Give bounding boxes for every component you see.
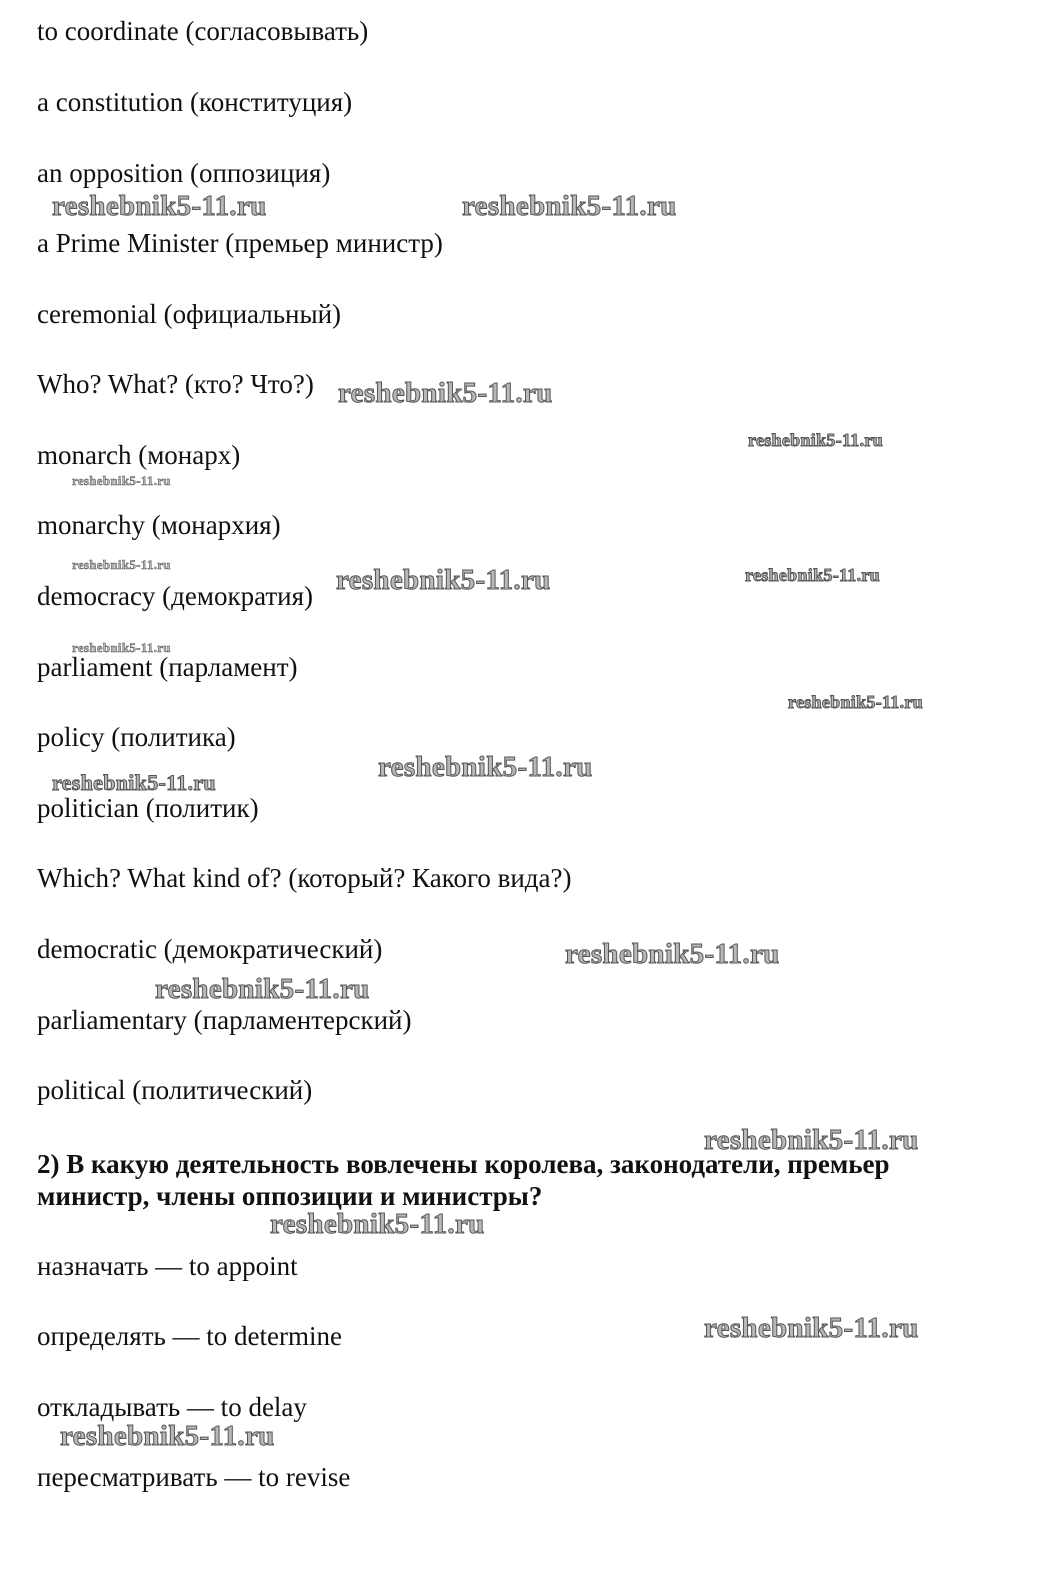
watermark: reshebnik5-11.ru — [378, 751, 593, 783]
vocab-line: democracy (демократия) — [37, 581, 314, 611]
vocab-line: monarchy (монархия) — [37, 510, 281, 540]
watermark: reshebnik5-11.ru — [72, 473, 171, 488]
vocab-line: politician (политик) — [37, 793, 259, 823]
watermark: reshebnik5-11.ru — [748, 430, 883, 450]
section-heading: 2) В какую деятельность вовлечены королева, законодатели, премьер министр, члены оппозиции и министры? — [37, 1149, 890, 1211]
watermark: reshebnik5-11.ru — [338, 377, 553, 409]
vocab-line: a constitution (конституция) — [37, 87, 353, 117]
translation-line: определять — to determine — [37, 1321, 343, 1351]
vocab-line: democratic (демократический) — [37, 934, 383, 964]
watermark: reshebnik5-11.ru — [270, 1208, 485, 1240]
vocab-line: Which? What kind of? (который? Какого вида?) — [37, 863, 572, 893]
vocab-line: parliamentary (парламентерский) — [37, 1005, 412, 1035]
watermark: reshebnik5-11.ru — [52, 770, 216, 795]
vocab-line: parliament (парламент) — [37, 652, 298, 682]
vocab-line: monarch (монарх) — [37, 440, 241, 470]
watermark: reshebnik5-11.ru — [788, 692, 923, 712]
watermark: reshebnik5-11.ru — [745, 565, 880, 585]
vocab-line: a Prime Minister (премьер министр) — [37, 228, 443, 258]
vocab-line: policy (политика) — [37, 722, 236, 752]
translation-line: откладывать — to delay — [37, 1392, 307, 1422]
watermark: reshebnik5-11.ru — [155, 973, 370, 1005]
vocab-line: to coordinate (согласовывать) — [37, 16, 369, 46]
watermark: reshebnik5-11.ru — [72, 640, 171, 655]
vocab-line: Who? What? (кто? Что?) — [37, 369, 314, 399]
watermark: reshebnik5-11.ru — [336, 564, 551, 596]
vocab-line: ceremonial (официальный) — [37, 299, 342, 329]
watermark: reshebnik5-11.ru — [52, 190, 267, 222]
watermark: reshebnik5-11.ru — [72, 557, 171, 572]
watermark: reshebnik5-11.ru — [60, 1420, 275, 1452]
watermark: reshebnik5-11.ru — [565, 938, 780, 970]
watermark: reshebnik5-11.ru — [704, 1124, 919, 1156]
watermark: reshebnik5-11.ru — [462, 190, 677, 222]
translation-line: пересматривать — to revise — [37, 1462, 351, 1492]
vocab-line: political (политический) — [37, 1075, 313, 1105]
translation-line: назначать — to appoint — [37, 1251, 298, 1281]
watermark: reshebnik5-11.ru — [704, 1312, 919, 1344]
vocab-line: an opposition (оппозиция) — [37, 158, 331, 188]
